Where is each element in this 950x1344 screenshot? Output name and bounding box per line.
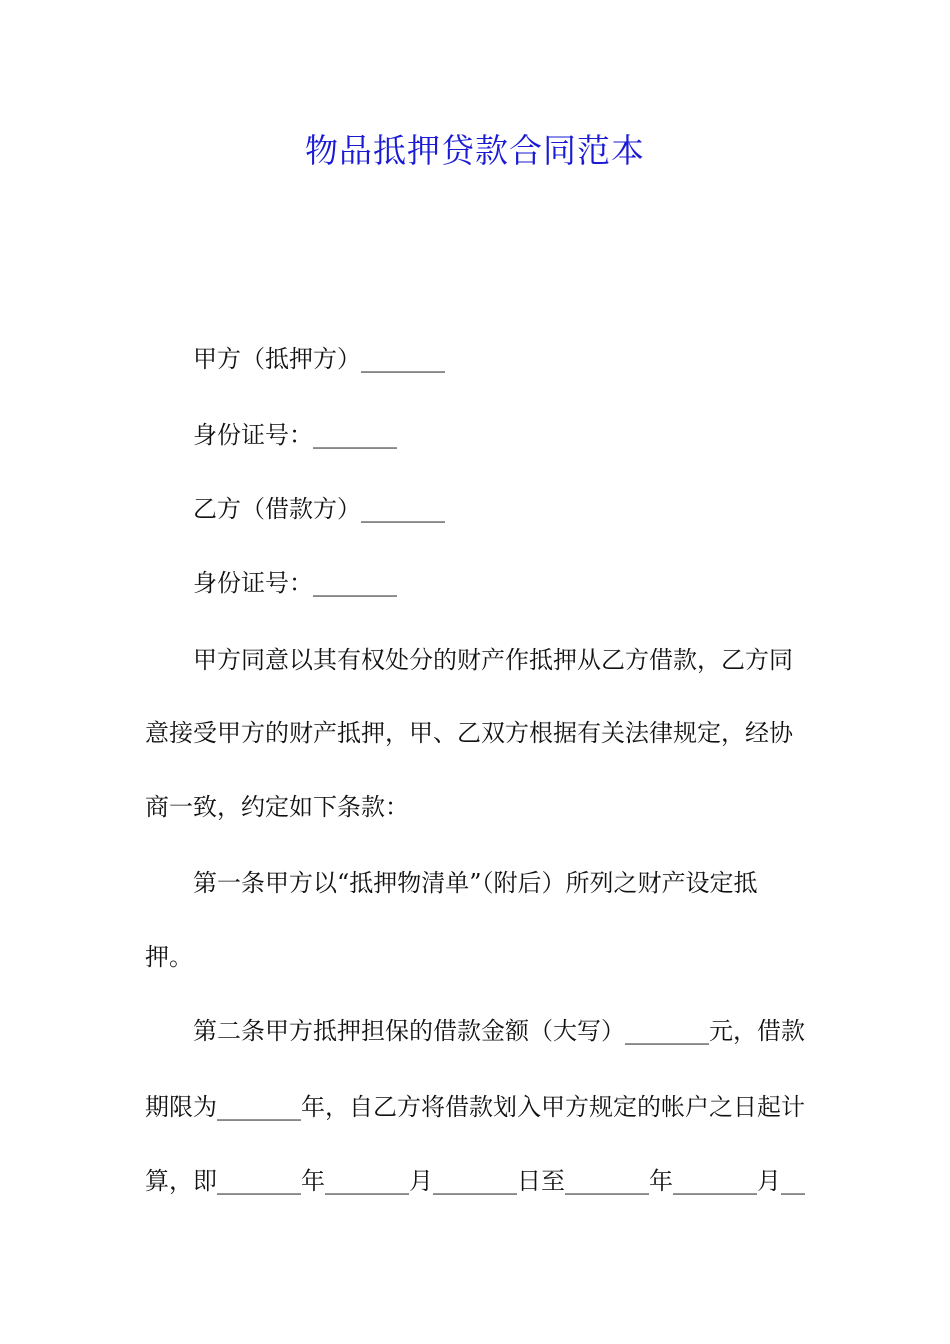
document-title: 物品抵押贷款合同范本 — [305, 131, 645, 170]
preamble-line-2: 意接受甲方的财产抵押，甲、乙双方根据有关法律规定，经协 — [145, 719, 793, 747]
preamble-line-1: 甲方同意以其有权处分的财产作抵押从乙方借款，乙方同 — [193, 646, 793, 674]
article-1-line-1: 第一条甲方以“抵押物清单”（附后）所列之财产设定抵 — [193, 869, 758, 897]
party-a-line: 甲方（抵押方）_______ — [193, 345, 445, 373]
party-b-id-line: 身份证号：_______ — [193, 569, 397, 597]
article-2-line-1: 第二条甲方抵押担保的借款金额（大写）_______元，借款 — [193, 1017, 805, 1045]
article-2-line-2: 期限为_______年，自乙方将借款划入甲方规定的帐户之日起计 — [145, 1093, 805, 1121]
party-b-line: 乙方（借款方）_______ — [193, 495, 445, 523]
article-2-line-3: 算，即_______年_______月_______日至_______年_______月__ — [145, 1167, 805, 1195]
article-1-line-2: 押。 — [145, 943, 193, 971]
preamble-line-3: 商一致，约定如下条款： — [145, 793, 409, 821]
party-a-id-line: 身份证号：_______ — [193, 421, 397, 449]
